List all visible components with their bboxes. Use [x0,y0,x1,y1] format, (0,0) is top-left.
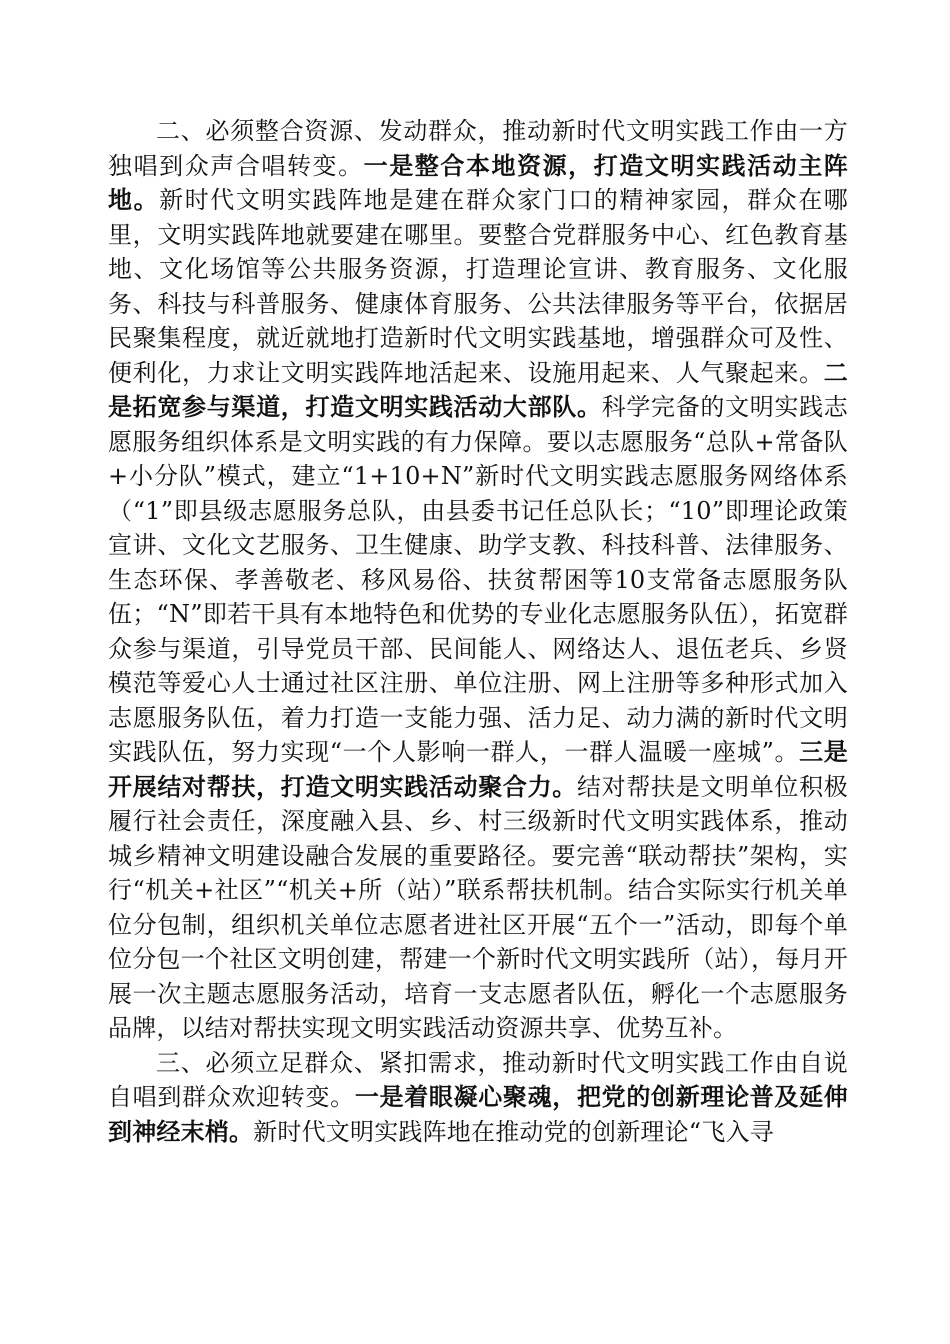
bold-heading-segment: 一是着眼凝心聚魂，把党的创新理论普及延伸到神经末梢。 [108,1082,848,1146]
text-segment: 结对帮扶是文明单位积极履行社会责任，深度融入县、乡、村三级新时代文明实践体系，推动城乡精神文明建设融合发展的重要路径。要完善“联动帮扶”架构，实行“机关+社区”“机关+所（站）”联系帮扶机制。结合实际实行机关单位分包制，组织机关单位志愿者进社区开展“五个一”活动，即每个单位分包一个社区文明创建，帮建一个新时代文明实践所（站），每月开展一次主题志愿服务活动，培育一支志愿者队伍，孵化一个志愿服务品牌，以结对帮扶实现文明实践活动资源共享、优势互补。 [108,772,848,1042]
text-segment: 新时代文明实践阵地是建在群众家门口的精神家园，群众在哪里，文明实践阵地就要建在哪里。要整合党群服务中心、红色教育基地、文化场馆等公共服务资源，打造理论宣讲、教育服务、文化服务、科技与科普服务、健康体育服务、公共法律服务等平台，依据居民聚集程度，就近就地打造新时代文明实践基地，增强群众可及性、便利化，力求让文明实践阵地活起来、设施用起来、人气聚起来。 [108,186,848,387]
paragraph-1 [108,114,848,1046]
bold-heading-segment: 二是拓宽参与渠道，打造文明实践活动大部队。 [108,357,848,421]
text-segment: 科学完备的文明实践志愿服务组织体系是文明实践的有力保障。要以志愿服务“总队+常备队+小分队”模式，建立“1+10+N”新时代文明实践志愿服务网络体系（“1”即县级志愿服务总队，由县委书记任总队长；“10”即理论政策宣讲、文化文艺服务、卫生健康、助学支教、科技科普、法律服务、生态环保、孝善敬老、移风易俗、扶贫帮困等10支常备志愿服务队伍；“N”即若干具有本地特色和优势的专业化志愿服务队伍），拓宽群众参与渠道，引导党员干部、民间能人、网络达人、退伍老兵、乡贤模范等爱心人士通过社区注册、单位注册、网上注册等多种形式加入志愿服务队伍，着力打造一支能力强、活力足、动力满的新时代文明实践队伍，努力实现“一个人影响一群人，一群人温暖一座城”。 [108,393,849,766]
paragraph-2 [108,1046,848,1150]
bold-heading-segment: 一是整合本地资源，打造文明实践活动主阵地。 [108,150,848,214]
document-page [108,114,848,1149]
bold-heading-segment: 三是开展结对帮扶，打造文明实践活动聚合力。 [108,737,848,801]
text-segment: 新时代文明实践阵地在推动党的创新理论“飞入寻 [253,1117,774,1146]
text-segment: 三、必须立足群众、紧扣需求，推动新时代文明实践工作由自说自唱到群众欢迎转变。 [108,1048,848,1111]
text-segment: 二、必须整合资源、发动群众，推动新时代文明实践工作由一方独唱到众声合唱转变。 [108,117,848,180]
